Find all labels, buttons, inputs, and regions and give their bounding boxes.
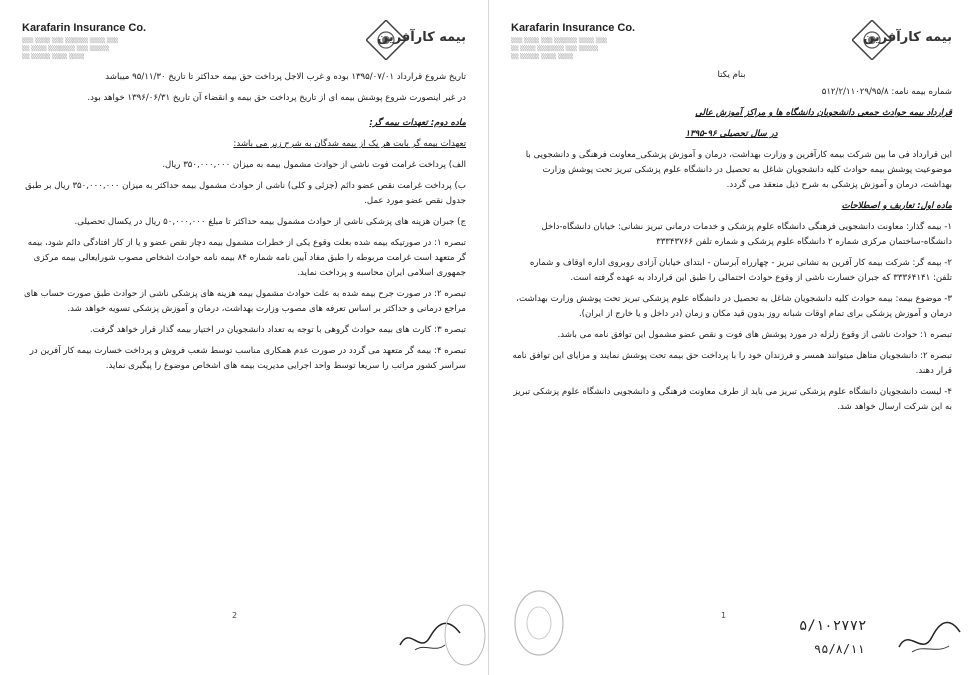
company-name-en: Karafarin Insurance Co. xyxy=(511,22,636,34)
paragraph: تبصره ۲: در صورت جرح بیمه شده به علت حوادث مشمول بیمه هزینه های پزشکی ناشی از حوادث طبق صورت حساب های مراجع درمانی و حداکثر بر اساس تعرفه های مصوب وزارت بهداشت، درمان و آموزش پزشکی تسویه خواهد شد. xyxy=(24,289,466,314)
right-body xyxy=(511,68,952,421)
paragraph: ۴- لیست دانشجویان دانشگاه علوم پزشکی تبریز می باید از طرف معاونت فرهنگی و دانشجویی دانشگاه علوم پزشکی تبریز به این شرکت ارسال خواهد شد. xyxy=(513,387,952,412)
paragraph: تبصره ۴: بیمه گر متعهد می گردد در صورت عدم همکاری مناسب توسط شعب فروش و پرداخت خسارت بیمه کار آفرین در سراسر کشور مراتب را سریعا توسط واحد اجرایی مدیریت بیمه های اشخاص موضوع را پیگیری نماید. xyxy=(29,346,466,371)
company-name-fa: بیمه کارآفرین xyxy=(377,30,466,45)
paragraph: تبصره ۲: دانشجویان متاهل میتوانند همسر و فرزندان خود را با پرداخت حق بیمه تحت پوشش نمایند و مزایای این توافق نامه قرار دهند. xyxy=(512,351,952,376)
paragraph: تبصره ۱: حوادث ناشی از وقوع زلزله در مورد پوشش های فوت و نقص عضو مشمول این توافق نامه می باشد. xyxy=(557,330,952,340)
paragraph: ۲- بیمه گر: شرکت بیمه کار آفرین به نشانی تبریز - چهارراه آبرسان - ابتدای خیابان آزادی روبروی اداره اوقاف و شماره تلفن: ۳۳۳۶۴۱۴۱ که جبران خسارت ناشی از وقوع حوادث احتمالی را طبق این قرارداد به عهده گرفته است. xyxy=(529,258,952,283)
contract-subtitle: در سال تحصیلی ۹۶-۱۳۹۵ xyxy=(685,129,778,139)
left-body xyxy=(22,70,466,380)
company-name-fa: بیمه کارآفرین xyxy=(863,30,952,45)
stamp-icon xyxy=(440,600,490,670)
paragraph: الف) پرداخت غرامت فوت ناشی از حوادث مشمول بیمه به میزان ۳۵۰,۰۰۰,۰۰۰ ریال. xyxy=(162,160,466,170)
page-number: 1 xyxy=(721,611,727,620)
paragraph: ۱- بیمه گذار: معاونت دانشجویی فرهنگی دانشگاه علوم پزشکی و خدمات درمانی تبریز نشانی: خیابان دانشگاه-داخل دانشگاه-ساختمان مرکزی شماره ۲ دانشگاه علوم پزشکی و شماره تلفن ۳۳۳۴۳۷۶۶ xyxy=(541,222,952,247)
contract-title: قرارداد بیمه حوادث جمعی دانشجویان دانشگاه ها و مراکز آموزش عالی xyxy=(695,108,952,118)
page-number: 2 xyxy=(232,611,238,620)
paragraph: تاریخ شروع قرارداد ۱۳۹۵/۰۷/۰۱ بوده و غرب الاجل پرداخت حق بیمه حداکثر تا تاریخ ۹۵/۱۱/۳۰ میباشد xyxy=(105,72,466,82)
paragraph: ج) جبران هزینه های پزشکی ناشی از حوادث مشمول بیمه حداکثر تا مبلغ ۵۰,۰۰۰,۰۰۰ ریال در یکسال تحصیلی. xyxy=(74,217,466,227)
paragraph: تعهدات بیمه گر بابت هر یک از بیمه شدگان به شرح زیر می باشد: xyxy=(233,139,466,149)
policy-number: شماره بیمه نامه: ۵۱۲/۲/۱۱۰۲۹/۹۵/۸ xyxy=(821,87,952,97)
bismillah: بنام یکتا xyxy=(717,70,746,80)
handwritten-number: ۵/۱۰۲۷۷۲ xyxy=(799,618,867,634)
paragraph: این قرارداد فی ما بین شرکت بیمه کارآفرین و وزارت بهداشت، درمان و آموزش پزشکی_معاونت فرهنگی و دانشجویی با موضوعیت پوشش بیمه حوادث کلیه دانشجویان شاغل به تحصیل در دانشگاه علوم پزشکی تبریز تحت پوشش وزارت بهداشت، درمان و آموزش پزشکی به شرح ذیل منعقد می گردد. xyxy=(525,150,952,190)
section-heading: ماده دوم: تعهدات بیمه گر: xyxy=(369,118,466,128)
page-1 xyxy=(489,0,974,675)
paragraph: در غیر اینصورت شروع پوشش بیمه ای از تاریخ پرداخت حق بیمه و انقضاء آن تاریخ ۱۳۹۶/۰۶/۳۱ خواهد بود. xyxy=(87,93,466,103)
handwritten-date: ۹۵/۸/۱۱ xyxy=(814,642,865,656)
company-name-en: Karafarin Insurance Co. xyxy=(22,22,147,34)
paragraph: ۳- موضوع بیمه: بیمه حوادث کلیه دانشجویان شاغل به تحصیل در دانشگاه علوم پزشکی تبریز تحت پوشش وزارت بهداشت، درمان و آموزش پزشکی برای تمام اوقات شبانه روز بدون قید مکان و زمان (در داخل و یا خارج از ایران). xyxy=(516,294,952,319)
letterhead: Karafarin Insurance Co. ░░░ ░░░░ ░░░░░░ ░░░ ░░░░ ░░░ ░░░░░ ░░░ ░░░░░░░ ░░░░ ░░ ░░░░ ░░░░ ░░░░░ ░░ بیمه کارآفرین xyxy=(511,22,952,60)
section-heading: ماده اول: تعاریف و اصطلاحات xyxy=(841,201,952,211)
signature-icon xyxy=(894,612,964,662)
stamp-icon xyxy=(509,585,569,660)
paragraph: تبصره ۱: در صورتیکه بیمه شده بعلت وقوع یکی از خطرات مشمول بیمه دچار نقص عضو و یا از کار افتادگی دائم شود، بیمه گر متعهد است غرامت مربوطه را طبق مفاد آیین نامه شماره ۸۴ بیمه نامه حوادث اشخاص مصوب شورایعالی بیمه مرکزی جمهوری اسلامی ایران محاسبه و پرداخت نماید. xyxy=(27,238,466,278)
paragraph: ب) پرداخت غرامت نقص عضو دائم (جزئی و کلی) ناشی از حوادث مشمول بیمه حداکثر به میزان ۳۵۰,۰۰۰,۰۰۰ ریال بر طبق جدول نقص عضو مورد عمل. xyxy=(25,181,466,206)
paragraph: تبصره ۳: کارت های بیمه حوادث گروهی با توجه به تعداد دانشجویان در اختیار بیمه گذار قرار خواهد گرفت. xyxy=(89,325,466,335)
letterhead: Karafarin Insurance Co. ░░░ ░░░░ ░░░░░░ ░░░ ░░░░ ░░░ ░░░░░ ░░░ ░░░░░░░ ░░░░ ░░ ░░░░ ░░░░ ░░░░░ ░░ بیمه کارآفرین xyxy=(22,22,466,60)
